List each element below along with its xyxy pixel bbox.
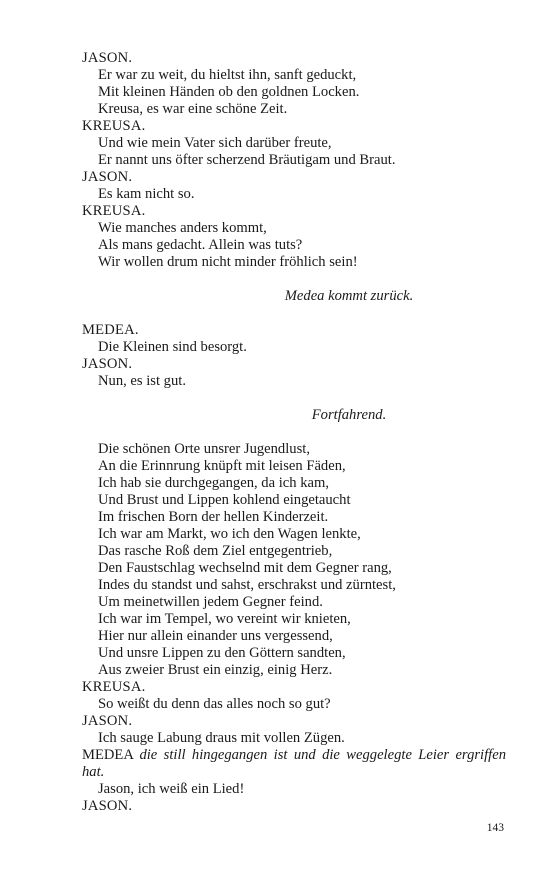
verse-line: Ich war am Markt, wo ich den Wagen lenkte,	[98, 526, 361, 542]
stage-direction: Fortfahrend.	[311, 407, 387, 423]
speaker-name: JASON.	[82, 356, 133, 372]
verse-line: Ich sauge Labung draus mit vollen Zügen.	[98, 730, 345, 746]
verse-line: Er war zu weit, du hieltst ihn, sanft geduckt,	[98, 67, 357, 83]
verse-line: Das rasche Roß dem Ziel entgegentrieb,	[98, 543, 333, 559]
speaker-name: JASON.	[82, 50, 133, 66]
verse-line: Aus zweier Brust ein einzig, einig Herz.	[98, 662, 333, 678]
verse-line: Ich hab sie durchgegangen, da ich kam,	[98, 475, 329, 491]
speaker-name: MEDEA	[82, 747, 134, 763]
stage-direction: die still hingegangen ist und die weggelegte Leier ergriffen hat.	[82, 747, 506, 780]
verse-line: Den Faustschlag wechselnd mit dem Gegner rang,	[98, 560, 392, 576]
verse-line: Ich war im Tempel, wo vereint wir knieten,	[98, 611, 351, 627]
speaker-name: JASON.	[82, 713, 133, 729]
verse-line: Die Kleinen sind besorgt.	[98, 339, 247, 355]
verse-line: Als mans gedacht. Allein was tuts?	[98, 237, 303, 253]
page-number: 143	[486, 822, 504, 834]
speaker-name: MEDEA.	[82, 322, 139, 338]
speaker-name: KREUSA.	[82, 679, 146, 695]
verse-line: Im frischen Born der hellen Kinderzeit.	[98, 509, 329, 525]
speaker-with-stage-direction	[82, 747, 506, 781]
verse-line: Jason, ich weiß ein Lied!	[98, 781, 245, 797]
verse-line: So weißt du denn das alles noch so gut?	[98, 696, 331, 712]
verse-line: Und Brust und Lippen kohlend eingetaucht	[98, 492, 351, 508]
speaker-name: KREUSA.	[82, 118, 146, 134]
speaker-name: KREUSA.	[82, 203, 146, 219]
verse-line: Hier nur allein einander uns vergessend,	[98, 628, 333, 644]
verse-line: Um meinetwillen jedem Gegner feind.	[98, 594, 323, 610]
verse-line: Nun, es ist gut.	[98, 373, 186, 389]
verse-line: Kreusa, es war eine schöne Zeit.	[98, 101, 288, 117]
speaker-name: JASON.	[82, 169, 133, 185]
stage-direction: Medea kommt zurück.	[284, 288, 414, 304]
verse-line: Und wie mein Vater sich darüber freute,	[98, 135, 332, 151]
verse-line: An die Erinnrung knüpft mit leisen Fäden,	[98, 458, 346, 474]
verse-line: Die schönen Orte unsrer Jugendlust,	[98, 441, 310, 457]
verse-line: Mit kleinen Händen ob den goldnen Locken.	[98, 84, 360, 100]
verse-line: Es kam nicht so.	[98, 186, 195, 202]
verse-line: Wie manches anders kommt,	[98, 220, 267, 236]
verse-line: Er nannt uns öfter scherzend Bräutigam und Braut.	[98, 152, 396, 168]
verse-line: Indes du standst und sahst, erschrakst und zürntest,	[98, 577, 396, 593]
speaker-name: JASON.	[82, 798, 133, 814]
verse-line: Und unsre Lippen zu den Göttern sandten,	[98, 645, 346, 661]
play-text	[82, 50, 506, 815]
verse-line: Wir wollen drum nicht minder fröhlich sein!	[98, 254, 358, 270]
